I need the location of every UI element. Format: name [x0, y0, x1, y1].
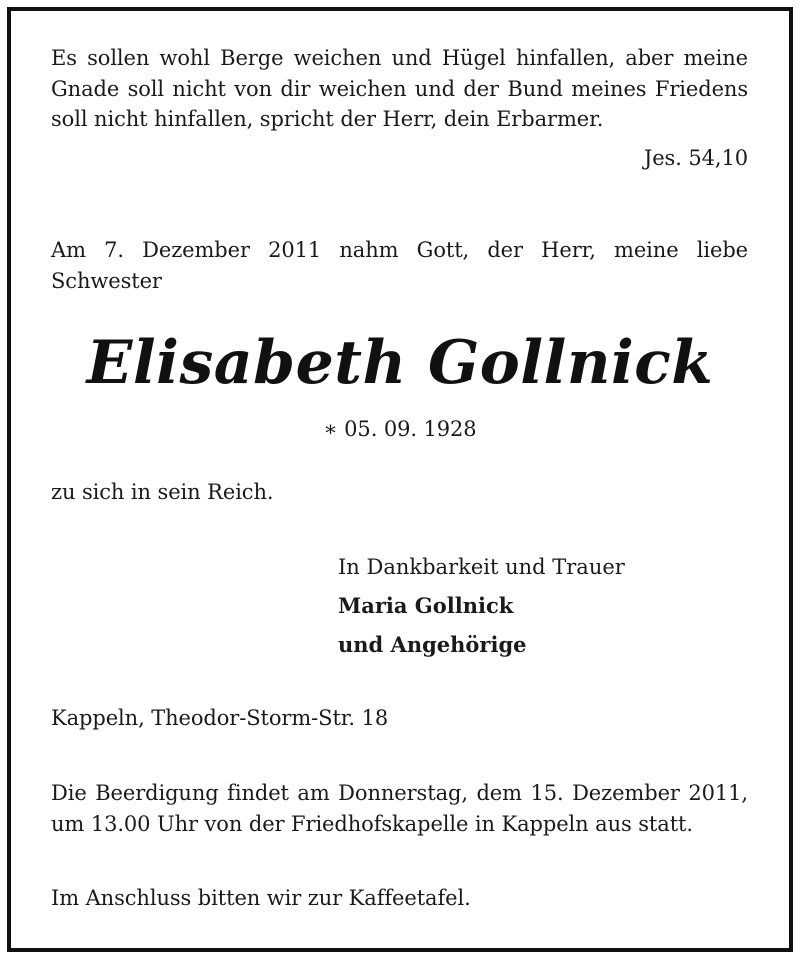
address: Kappeln, Theodor-Storm-Str. 18 [51, 706, 389, 730]
bible-verse: Es sollen wohl Berge weichen und Hügel hinfallen, aber meine Gnade soll nicht von dir weichen und der Bund meines Friedens soll nicht hinfallen, spricht der Herr, dein Erbarmer. [51, 46, 748, 131]
verse-reference: Jes. 54,10 [643, 146, 748, 170]
announcement-intro: Am 7. Dezember 2011 nahm Gott, der Herr, meine liebe Schwester [51, 238, 748, 293]
mourners-line: In Dankbarkeit und Trauer [338, 555, 625, 579]
deceased-name: Elisabeth Gollnick [86, 328, 714, 398]
announcement-outro: zu sich in sein Reich. [51, 480, 274, 504]
reception-note: Im Anschluss bitten wir zur Kaffeetafel. [51, 886, 471, 910]
mourner-name: Maria Gollnick [338, 593, 514, 618]
birth-date: ∗ 05. 09. 1928 [323, 417, 477, 441]
mourner-relatives: und Angehörige [338, 632, 527, 657]
funeral-details: Die Beerdigung findet am Donnerstag, dem 15. Dezember 2011, um 13.00 Uhr von der Friedhofskapelle in Kappeln aus statt. [51, 781, 748, 836]
